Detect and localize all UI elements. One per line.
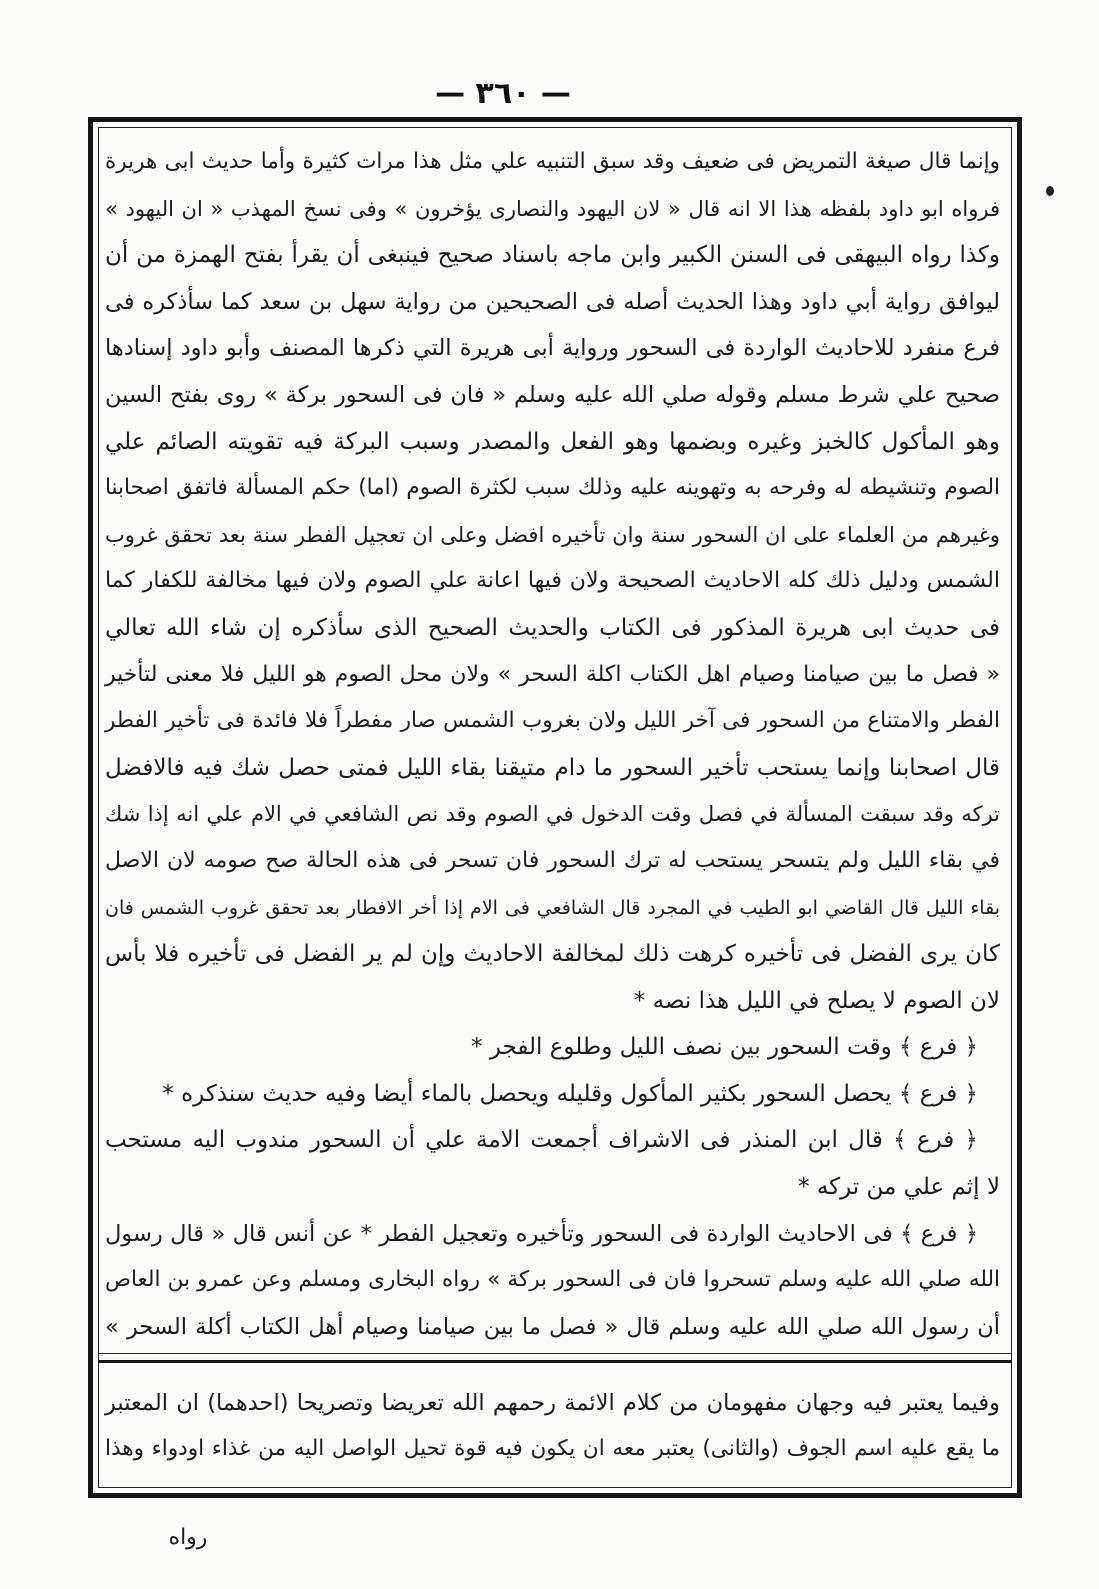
body-line: وغيرهم من العلماء على ان السحور سنة وان تأخيره افضل وعلى ان تعجيل الفطر سنة بعد تحقق غروب <box>105 522 1000 547</box>
footnote-divider-thin <box>98 1353 1012 1354</box>
body-line: أن رسول الله صلي الله عليه وسلم قال « فصل ما بين صيامنا وصيام أهل الكتاب أكلة السحر » <box>105 1313 1000 1340</box>
body-line: كان يرى الفضل فى تأخيره كرهت ذلك لمخالفة الاحاديث وإن لم ير الفضل فى تأخيره فلا بأس <box>105 941 1000 968</box>
body-line: وهو المأكول كالخبز وغيره وبضمها وهو الفعل والمصدر وسبب البركة فيه تقويته الصائم علي <box>105 428 1000 455</box>
body-line: فرع منفرد للاحاديث الواردة فى السحور ورواية أبى هريرة التي ذكرها المصنف وأبو داود إسنادها <box>105 335 1000 362</box>
section-heading-line: ﴿ فرع ﴾ يحصل السحور بكثير المأكول وقليله ويحصل بالماء أيضا وفيه حديث سنذكره * <box>162 1080 978 1107</box>
body-line: الصوم وتنشيطه له وفرحه به وتهوينه عليه وذلك سبب لكثرة الصوم (اما) حكم المسألة فاتفق اصحابنا <box>105 475 1000 501</box>
body-line: بقاء الليل قال القاضي ابو الطيب في المجرد قال الشافعي فى الام إذا أخر الافطار بعد تحقق غروب الشمس فان <box>105 896 1000 919</box>
footnote-line: وفيما يعتبر فيه وجهان مفهومان من كلام الائمة رحمهم الله تعريضا وتصريحا (احدهما) ان المعتبر <box>105 1390 1000 1416</box>
footnote-text <box>105 1380 1000 1472</box>
section-heading-line: ﴿ فرع ﴾ وقت السحور بين نصف الليل وطلوع الفجر * <box>471 1034 978 1061</box>
body-text <box>105 139 1000 1350</box>
catchword: رواه <box>168 1525 208 1550</box>
footnote-line: ما يقع عليه اسم الجوف (والثانى) يعتبر معه ان يكون فيه قوة تحيل الواصل اليه من غذاء اودواء وهذا <box>105 1436 1000 1461</box>
body-line: تركه وقد سبقت المسألة في فصل وقت الدخول في الصوم وقد نص الشافعي في الام علي انه إذا شك <box>105 802 1000 827</box>
body-line: قال اصحابنا وإنما يستحب تأخير السحور ما دام متيقنا بقاء الليل فمتى حصل شك فيه فالافضل <box>105 754 1000 781</box>
body-line: الفطر والامتناع من السحور فى آخر الليل ولان بغروب الشمس صار مفطراً فلا فائدة فى تأخير الفطر <box>105 708 1000 734</box>
body-line: فى حديث ابى هريرة المذكور فى الكتاب والحديث الصحيح الذى سأذكره إن شاء الله تعالي <box>105 614 1000 641</box>
body-line: وكذا رواه البيهقى فى السنن الكبير وابن ماجه باسناد صحيح فينبغى أن يقرأ بفتح الهمزة من أن <box>105 242 1000 269</box>
body-line: ليوافق رواية أبي داود وهذا الحديث أصله فى الصحيحين من رواية سهل بن سعد كما سأذكره فى <box>105 288 1000 315</box>
body-line: الله صلي الله عليه وسلم تسحروا فان فى السحور بركة » رواه البخارى ومسلم وعن عمرو بن العاص <box>105 1267 1000 1293</box>
body-line: « فصل ما بين صيامنا وصيام اهل الكتاب اكلة السحر » ولان محل الصوم هو الليل فلا معنى لتأخير <box>105 661 1000 687</box>
section-heading-line: ﴿ فرع ﴾ قال ابن المنذر فى الاشراف أجمعت الامة علي أن السحور مندوب اليه مستحب <box>105 1127 978 1154</box>
footnote-divider-thick <box>98 1360 1012 1363</box>
body-line: في بقاء الليل ولم يتسحر يستحب له ترك السحور فان تسحر فى هذه الحالة صح صومه لان الاصل <box>105 847 1000 873</box>
body-line: صحيح علي شرط مسلم وقوله صلي الله عليه وسلم « فان فى السحور بركة » روى بفتح السين <box>105 381 1000 408</box>
body-line-short: لا إثم علي من تركه * <box>798 1174 1000 1201</box>
body-line: الشمس ودليل ذلك كله الاحاديث الصحيحة ولان فيها اعانة علي الصوم ولان فيها مخالفة للكفار كما <box>105 568 1000 594</box>
page-number: — ٣٦٠ — <box>435 76 571 111</box>
ink-spot <box>1046 186 1054 196</box>
body-line-short: لان الصوم لا يصلح في الليل هذا نصه * <box>633 987 1000 1014</box>
body-line: وإنما قال صيغة التمريض فى ضعيف وقد سبق التنبيه علي مثل هذا مرات كثيرة وأما حديث ابى هريرة <box>105 149 1000 174</box>
section-heading-line: ﴿ فرع ﴾ فى الاحاديث الواردة فى السحور وتأخيره وتعجيل الفطر * عن أنس قال « قال رسول <box>105 1220 978 1247</box>
body-line: فرواه ابو داود بلفظه هذا الا انه قال « لان اليهود والنصارى يؤخرون » وفى نسخ المهذب « ان اليهود » <box>105 196 1000 221</box>
